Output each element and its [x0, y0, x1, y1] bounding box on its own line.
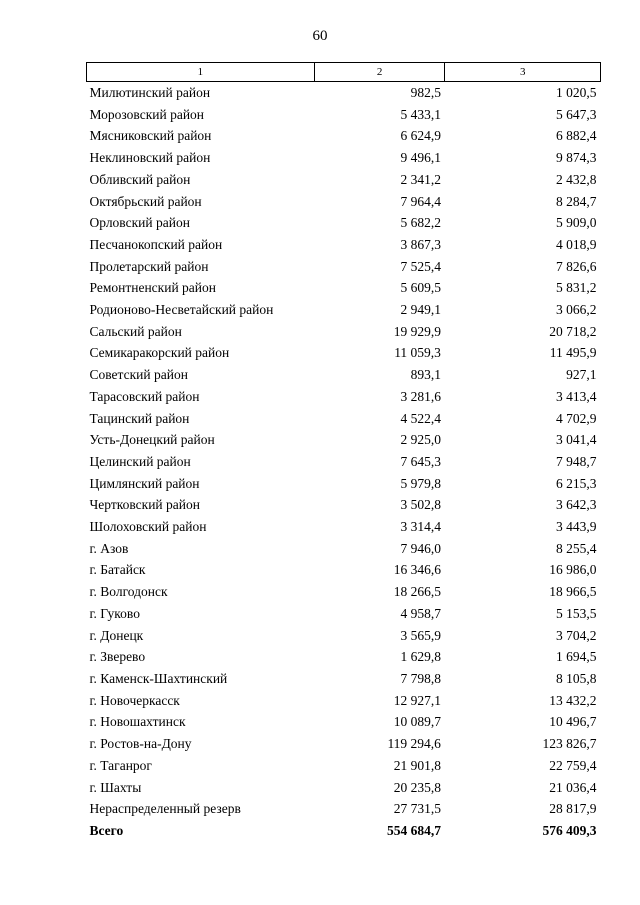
row-value-col3-cell: 10 496,7: [549, 714, 597, 730]
row-name-cell: Усть-Донецкий район: [89, 432, 215, 448]
column-header-3: 3: [445, 63, 601, 82]
row-name-cell: Нераспределенный резерв: [89, 801, 241, 817]
row-name-cell: Сальский район: [89, 323, 182, 339]
table-row: [87, 234, 601, 256]
row-name-cell: г. Новошахтинск: [89, 714, 186, 730]
allocation-table: [86, 62, 601, 842]
row-name-cell: Шолоховский район: [89, 519, 207, 535]
row-value-col2-cell: 3 565,9: [400, 627, 441, 643]
row-name-cell: Обливский район: [89, 171, 191, 187]
row-name-cell: г. Азов: [89, 540, 129, 556]
row-value-col2-cell: 2 925,0: [400, 432, 441, 448]
row-value-col3-cell: 3 642,3: [556, 497, 597, 513]
row-value-col3-cell: 1 020,5: [556, 85, 597, 100]
row-value-col3-cell: 5 831,2: [556, 280, 597, 296]
table-row: [87, 277, 601, 299]
row-name-cell: Октябрьский район: [89, 193, 202, 209]
row-value-col2-cell: 27 731,5: [393, 801, 441, 817]
table-row: [87, 125, 601, 147]
row-value-col3-cell: 7 948,7: [556, 453, 597, 469]
table-row: [87, 538, 601, 560]
row-value-col3-cell: 6 215,3: [556, 475, 597, 491]
row-value-col3-cell: 21 036,4: [549, 779, 597, 795]
row-value-col3-cell: 16 986,0: [549, 562, 597, 578]
row-name-cell: г. Ростов-на-Дону: [89, 736, 192, 752]
row-name-cell: Морозовский район: [89, 106, 205, 122]
row-value-col3-cell: 6 882,4: [556, 128, 597, 144]
table-row: [87, 342, 601, 364]
row-value-col3-cell: 8 105,8: [556, 670, 597, 686]
table-row: [87, 690, 601, 712]
row-value-col2-cell: 20 235,8: [393, 779, 441, 795]
table-row: [87, 386, 601, 408]
row-name-cell: Тацинский район: [89, 410, 190, 426]
row-name-cell: Целинский район: [89, 453, 191, 469]
row-value-col3-cell: 13 432,2: [549, 692, 597, 708]
column-header-2: 2: [314, 63, 445, 82]
row-value-col2-cell: 2 949,1: [400, 302, 441, 318]
row-value-col3-cell: 11 495,9: [549, 345, 597, 361]
row-value-col2-cell: 4 522,4: [400, 410, 441, 426]
table-row: [87, 798, 601, 820]
row-value-col3-cell: 22 759,4: [549, 757, 597, 773]
row-value-col3-cell: 1 694,5: [556, 649, 597, 665]
column-header-1: 1: [87, 63, 315, 82]
row-value-col2-cell: 3 867,3: [400, 236, 441, 252]
table-row: [87, 169, 601, 191]
table-row: [87, 603, 601, 625]
row-name-cell: Милютинский район: [89, 85, 211, 100]
table-row: [87, 191, 601, 213]
row-value-col2-cell: 21 901,8: [393, 757, 441, 773]
page-number: 60: [312, 28, 328, 44]
row-value-col3-cell: 3 413,4: [556, 388, 597, 404]
row-value-col2-cell: 6 624,9: [400, 128, 441, 144]
row-value-col3-cell: 4 702,9: [556, 410, 597, 426]
row-value-col2-cell: 893,1: [410, 367, 441, 383]
row-value-col3-cell: 3 041,4: [556, 432, 597, 448]
row-value-col2-cell: 5 682,2: [400, 215, 441, 231]
row-value-col3-cell: 927,1: [566, 367, 597, 383]
row-value-col2-cell: 7 798,8: [400, 670, 441, 686]
row-name-cell: Цимлянский район: [89, 475, 200, 491]
table-row: [87, 299, 601, 321]
table-header-row: [87, 63, 601, 82]
row-value-col3-cell: 9 874,3: [556, 150, 597, 166]
table-row: [87, 429, 601, 451]
table-row: [87, 212, 601, 234]
row-value-col3-cell: 8 284,7: [556, 193, 597, 209]
row-name-cell: Песчанокопский район: [89, 236, 223, 252]
row-name-cell: Пролетарский район: [89, 258, 209, 274]
table-row: [87, 668, 601, 690]
row-value-col3-cell: 28 817,9: [549, 801, 597, 817]
row-value-col2-cell: 5 979,8: [400, 475, 441, 491]
table-row: [87, 451, 601, 473]
row-value-col3-cell: 123 826,7: [542, 736, 597, 752]
table-row: [87, 516, 601, 538]
row-name-cell: Неклиновский район: [89, 150, 211, 166]
row-name-cell: Родионово-Несветайский район: [89, 302, 274, 318]
row-value-col2-cell: 7 964,4: [400, 193, 441, 209]
row-name-cell: г. Таганрог: [89, 757, 152, 773]
row-value-col3-cell: 3 443,9: [556, 519, 597, 535]
table-row: [87, 473, 601, 495]
row-value-col3-cell: 2 432,8: [556, 171, 597, 187]
row-name-cell: Чертковский район: [89, 497, 200, 513]
row-value-col2-cell: 5 609,5: [400, 280, 441, 296]
row-value-col3-cell: 5 909,0: [556, 215, 597, 231]
row-value-col3-cell: 18 966,5: [549, 584, 597, 600]
row-name-cell: г. Гуково: [89, 605, 140, 621]
row-value-col2-cell: 4 958,7: [400, 605, 441, 621]
row-value-col2-cell: 554 684,7: [386, 822, 441, 838]
row-value-col3-cell: 3 066,2: [556, 302, 597, 318]
table-row: [87, 581, 601, 603]
table-row: [87, 256, 601, 278]
row-value-col2-cell: 11 059,3: [394, 345, 441, 361]
row-value-col2-cell: 7 525,4: [400, 258, 441, 274]
table-row: [87, 147, 601, 169]
row-name-cell: г. Каменск-Шахтинский: [89, 670, 228, 686]
row-value-col3-cell: 576 409,3: [542, 822, 597, 838]
row-name-cell: г. Зверево: [89, 649, 146, 665]
row-name-cell: Всего: [89, 822, 124, 838]
table-row: [87, 755, 601, 777]
total-row: [87, 820, 601, 842]
row-value-col2-cell: 5 433,1: [400, 106, 441, 122]
table-row: [87, 711, 601, 733]
row-name-cell: г. Шахты: [89, 779, 142, 795]
row-value-col3-cell: 3 704,2: [556, 627, 597, 643]
row-value-col3-cell: 8 255,4: [556, 540, 597, 556]
table-row: [87, 494, 601, 516]
row-name-cell: Семикаракорский район: [89, 345, 230, 361]
row-value-col3-cell: 7 826,6: [556, 258, 597, 274]
row-value-col2-cell: 982,5: [410, 85, 441, 100]
row-value-col3-cell: 20 718,2: [549, 323, 597, 339]
row-value-col2-cell: 3 314,4: [400, 519, 441, 535]
row-value-col2-cell: 18 266,5: [393, 584, 441, 600]
row-name-cell: Мясниковский район: [89, 128, 212, 144]
table-row: [87, 625, 601, 647]
table-row: [87, 777, 601, 799]
row-value-col3-cell: 5 153,5: [556, 605, 597, 621]
table-row: [87, 408, 601, 430]
table-row: [87, 364, 601, 386]
row-name-cell: Ремонтненский район: [89, 280, 216, 296]
table-row: [87, 559, 601, 581]
row-value-col2-cell: 10 089,7: [393, 714, 441, 730]
table-row: [87, 104, 601, 126]
row-name-cell: г. Волгодонск: [89, 584, 168, 600]
row-name-cell: г. Донецк: [89, 627, 144, 643]
row-value-col2-cell: 1 629,8: [400, 649, 441, 665]
row-value-col2-cell: 19 929,9: [393, 323, 441, 339]
table-row: [87, 733, 601, 755]
row-value-col3-cell: 4 018,9: [556, 236, 597, 252]
row-name-cell: Тарасовский район: [89, 388, 200, 404]
row-name-cell: Орловский район: [89, 215, 190, 231]
row-name-cell: г. Батайск: [89, 562, 146, 578]
row-value-col2-cell: 12 927,1: [393, 692, 441, 708]
row-value-col2-cell: 16 346,6: [393, 562, 441, 578]
row-value-col2-cell: 9 496,1: [400, 150, 441, 166]
row-value-col2-cell: 7 946,0: [400, 540, 441, 556]
table-row: [87, 321, 601, 343]
row-name-cell: Советский район: [89, 367, 188, 383]
row-value-col2-cell: 119 294,6: [387, 736, 441, 752]
row-value-col2-cell: 3 281,6: [400, 388, 441, 404]
row-name-cell: г. Новочеркасск: [89, 692, 180, 708]
table-row: [87, 82, 601, 104]
row-value-col3-cell: 5 647,3: [556, 106, 597, 122]
row-value-col2-cell: 2 341,2: [400, 171, 441, 187]
row-value-col2-cell: 7 645,3: [400, 453, 441, 469]
row-value-col2-cell: 3 502,8: [400, 497, 441, 513]
table-row: [87, 646, 601, 668]
